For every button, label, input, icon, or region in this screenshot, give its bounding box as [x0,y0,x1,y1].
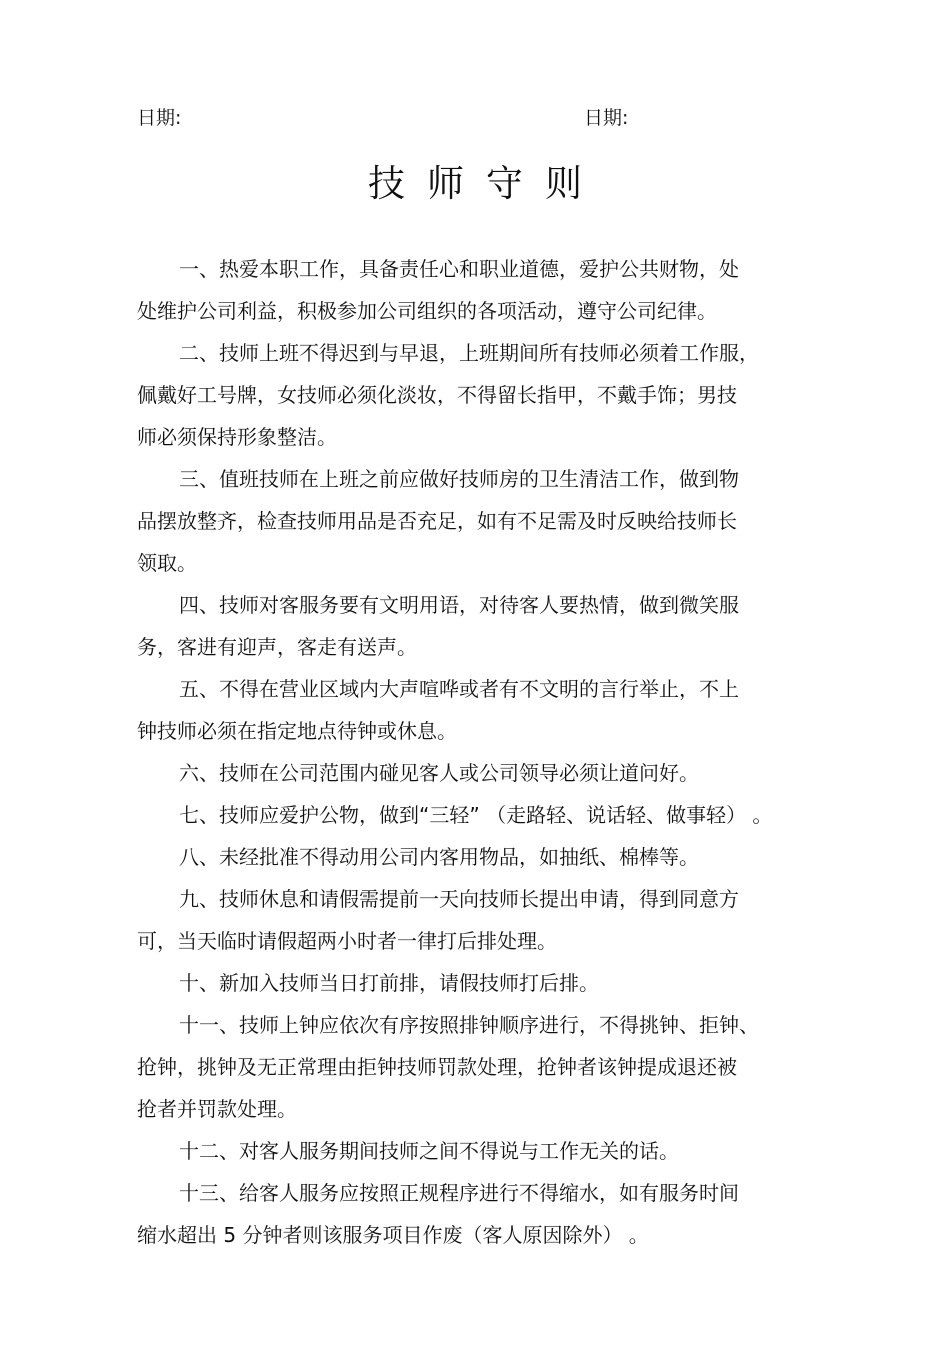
rule-line: 缩水超出 5 分钟者则该服务项目作废（客人原因除外） 。 [137,1223,649,1247]
rule-line: 三、值班技师在上班之前应做好技师房的卫生清洁工作，做到物 [179,467,739,491]
rule-line: 四、技师对客服务要有文明用语，对待客人要热情，做到微笑服 [179,593,739,617]
rule-item [137,962,827,1004]
rule-item [137,332,827,458]
date-label-right: 日期: [584,107,629,129]
rule-line: 十三、给客人服务应按照正规程序进行不得缩水，如有服务时间 [179,1181,739,1205]
rule-line: 抢钟，挑钟及无正常理由拒钟技师罚款处理，抢钟者该钟提成退还被 [137,1055,737,1079]
rule-item [137,878,827,962]
rule-line: 十二、对客人服务期间技师之间不得说与工作无关的话。 [179,1139,679,1163]
rule-line: 抢者并罚款处理。 [137,1097,297,1121]
rule-line: 五、不得在营业区域内大声喧哗或者有不文明的言行举止，不上 [179,677,739,701]
rule-item [137,1172,827,1256]
rule-item [137,836,827,878]
rule-line: 佩戴好工号牌，女技师必须化淡妆，不得留长指甲，不戴手饰；男技 [137,383,737,407]
rule-line: 十、新加入技师当日打前排，请假技师打后排。 [179,971,599,995]
rule-line: 一、热爱本职工作，具备责任心和职业道德，爱护公共财物，处 [179,257,739,281]
rules-list [137,248,827,1256]
rule-item [137,458,827,584]
rule-line: 十一、技师上钟应依次有序按照排钟顺序进行，不得挑钟、拒钟、 [179,1013,759,1037]
rule-line: 钟技师必须在指定地点待钟或休息。 [137,719,457,743]
date-label-left: 日期: [137,107,182,129]
rule-line: 师必须保持形象整洁。 [137,425,337,449]
rule-item [137,584,827,668]
rule-line: 七、技师应爱护公物，做到“三轻” （走路轻、说话轻、做事轻） 。 [179,803,773,827]
rule-item [137,1130,827,1172]
rule-line: 可，当天临时请假超两小时者一律打后排处理。 [137,929,557,953]
rule-line: 八、未经批准不得动用公司内客用物品，如抽纸、棉棒等。 [179,845,699,869]
rule-line: 六、技师在公司范围内碰见客人或公司领导必须让道问好。 [179,761,699,785]
rule-line: 领取。 [137,551,197,575]
rule-line: 品摆放整齐，检查技师用品是否充足，如有不足需及时反映给技师长 [137,509,737,533]
rule-line: 九、技师休息和请假需提前一天向技师长提出申请，得到同意方 [179,887,739,911]
rule-line: 务，客进有迎声，客走有送声。 [137,635,417,659]
rule-line: 处维护公司利益，积极参加公司组织的各项活动，遵守公司纪律。 [137,299,717,323]
rule-item [137,1004,827,1130]
rule-item [137,752,827,794]
rule-item [137,668,827,752]
rule-line: 二、技师上班不得迟到与早退，上班期间所有技师必须着工作服， [179,341,759,365]
rule-item [137,248,827,332]
document-title: 技师守则 [368,162,604,205]
rule-item [137,794,827,836]
